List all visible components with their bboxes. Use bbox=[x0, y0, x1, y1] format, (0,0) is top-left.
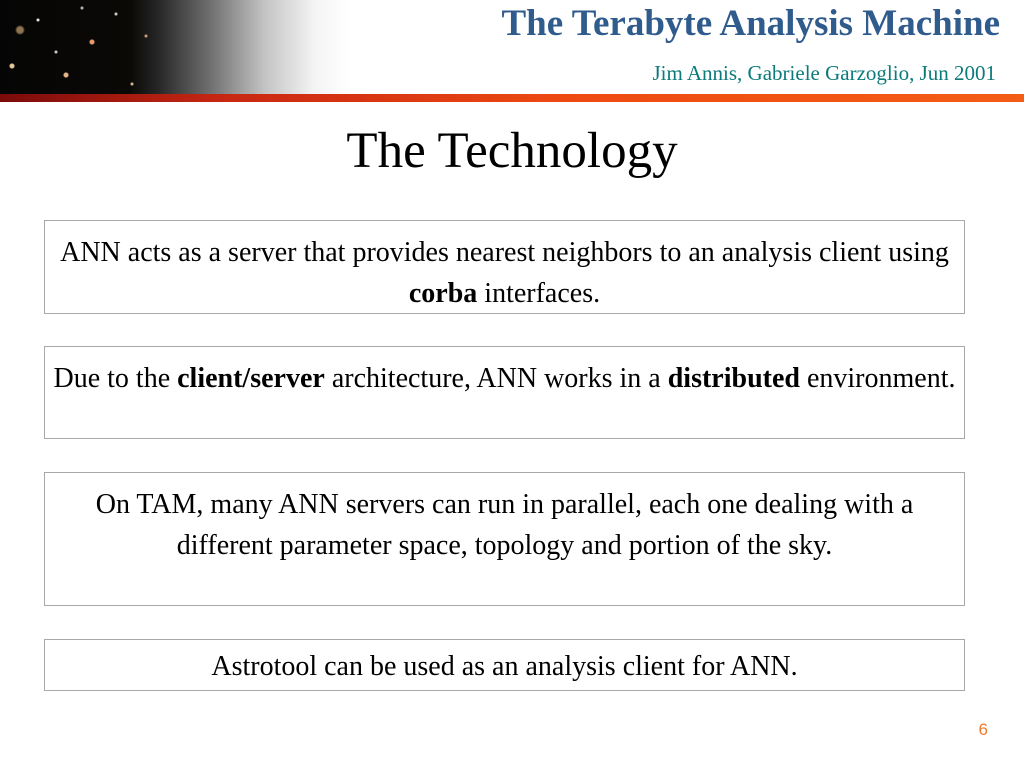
text-box-client-server bbox=[44, 346, 965, 439]
text-segment: Astrotool can be used as an analysis client for ANN. bbox=[211, 651, 798, 682]
bold-text-segment: client/server bbox=[177, 363, 325, 394]
text-segment: Due to the bbox=[53, 363, 178, 394]
bold-text-segment: distributed bbox=[667, 363, 800, 394]
header-accent-bar bbox=[0, 94, 1024, 102]
text-box-ann-server bbox=[44, 220, 965, 314]
text-segment: interfaces. bbox=[477, 278, 601, 309]
text-segment: architecture, ANN works in a bbox=[324, 363, 668, 394]
text-segment: environment. bbox=[799, 363, 956, 394]
page-number: 6 bbox=[978, 720, 988, 739]
text-segment: ANN acts as a server that provides nearest neighbors to an analysis client using bbox=[60, 237, 949, 268]
text-box-astrotool bbox=[44, 639, 965, 691]
presentation-authors: Jim Annis, Gabriele Garzoglio, Jun 2001 bbox=[652, 61, 996, 85]
presentation-title: The Terabyte Analysis Machine bbox=[501, 3, 1000, 44]
text-box-tam-parallel bbox=[44, 472, 965, 606]
header-starfield-image bbox=[0, 0, 350, 94]
bold-text-segment: corba bbox=[408, 278, 478, 309]
text-segment: On TAM, many ANN servers can run in parallel, each one dealing with a different parameter space, topology and portion of the sky. bbox=[95, 489, 914, 561]
slide-title: The Technology bbox=[346, 123, 678, 179]
